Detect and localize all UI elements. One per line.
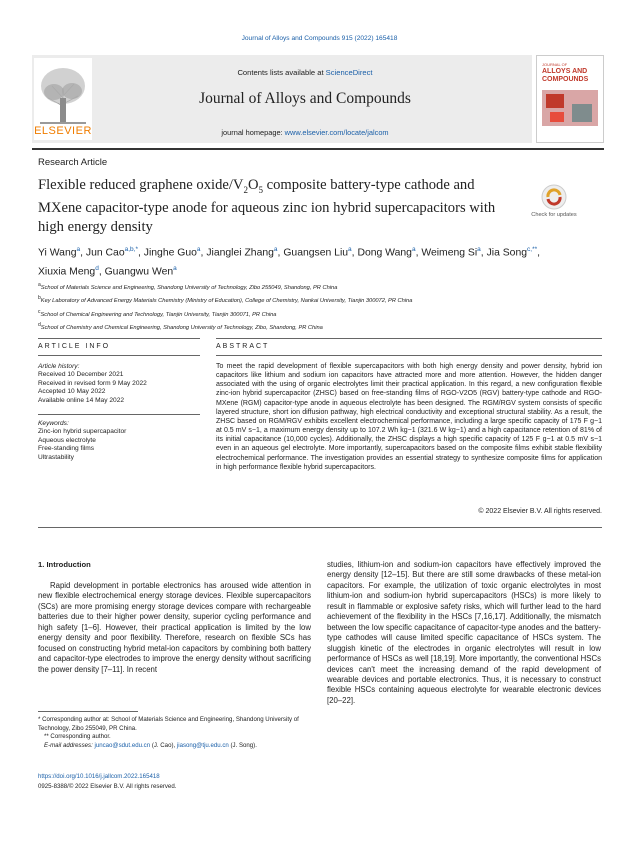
article-history xyxy=(38,363,198,405)
affiliation-marker: b xyxy=(38,295,41,302)
homepage-prefix: journal homepage: xyxy=(221,128,285,137)
affiliation-row xyxy=(38,280,598,293)
abstract-bottom-rule xyxy=(38,527,602,528)
abstract-copyright: © 2022 Elsevier B.V. All rights reserved. xyxy=(478,508,602,515)
intro-left-column: Rapid development in portable electronics has aroused wide attention in new flexible electrochemical energy storage devices. Flexible supercapacitors (SCs) are more promising energy storage devices compare with rechargeable batteries due to their higher power density, superior cycling performance and high safety [1–6]. However, their practical application is limited by the low energy density and poor flexibility. Therefore, research on flexible SCs has focused on constructing hybrid metal-ion capacitors by combining both battery and capacitor-type electrodes to improve the energy density without sacrificing the power density [7–11]. In recent xyxy=(38,581,311,674)
author-affiliation-marker[interactable]: d xyxy=(95,265,99,273)
author-affiliation-marker[interactable]: c,** xyxy=(527,246,538,253)
author-name[interactable]: Yi Wang xyxy=(38,247,77,259)
author-affiliation-marker[interactable]: a xyxy=(196,246,201,253)
author-affiliation-marker[interactable]: a xyxy=(76,246,81,253)
email-label: E-mail addresses: xyxy=(44,741,95,749)
cover-title-line3: COMPOUNDS xyxy=(542,76,589,83)
check-updates-icon xyxy=(536,182,572,212)
history-label: Article history: xyxy=(38,363,80,370)
history-revised: Received in revised form 9 May 2022 xyxy=(38,379,147,387)
cover-title-line1: JOURNAL OF xyxy=(542,62,568,67)
journal-homepage xyxy=(95,128,515,137)
author-affiliation-marker[interactable]: a xyxy=(173,265,177,273)
affiliation-text: Key Laboratory of Advanced Energy Materials Chemistry (Ministry of Education), College of Chemistry, Nankai University, Tianjin 300072, PR China xyxy=(40,298,413,305)
title-subscript-2: 5 xyxy=(258,184,263,195)
homepage-link[interactable]: www.elsevier.com/locate/jalcom xyxy=(284,128,389,137)
affiliation-marker: d xyxy=(38,322,41,329)
affiliation-row xyxy=(38,293,598,306)
footnote-corresponding-1: * Corresponding author at: School of Materials Science and Engineering, Shandong University of Technology, Zibo 255049, PR China. xyxy=(38,716,299,732)
title-part-1: Flexible reduced graphene oxide/V xyxy=(38,177,244,193)
cover-title-line2: ALLOYS AND xyxy=(542,68,588,75)
footnote-rule xyxy=(38,711,138,712)
history-online: Available online 14 May 2022 xyxy=(38,396,125,404)
issn-line: 0925-8388/© 2022 Elsevier B.V. All rights reserved. xyxy=(38,783,177,790)
history-received: Received 10 December 2021 xyxy=(38,371,124,379)
affiliation-row xyxy=(38,307,598,320)
keywords xyxy=(38,420,198,462)
footnote-corresponding-2: ** Corresponding author. xyxy=(44,733,111,741)
journal-citation[interactable]: Journal of Alloys and Compounds 915 (2022) 165418 xyxy=(241,35,398,42)
abstract-text: To meet the rapid development of flexible supercapacitors with both high energy density and power density, hybrid ion capacitors like lithium and sodium ion capacitors have attracted more and more attention. However, the hidden danger associated with the using of organic electrolytes limit their practical application. In this regard, a new configuration flexible zinc-ion hybrid supercapacitor (ZHSC) based on free-standing films of RGO-V2O5 (RGV) battery-type cathode and RGO-MXene (RGM) capacitor-type anode in aqueous electrolyte has been designed. The RGM/RGV system consists of specific layered structure, short ion diffusion pathway, high electrical conductivity and exceptional structural stability. As a result, the ZHSC based on RGM/RGV exhibits excellent electrochemical performance, including a large specific capacity of 175 F g−1 at 0.5 mV s−1, a maximum energy density up to 107.2 Wh kg−1 (321.6 W kg−1) and a high capacitance retention of 81% of its initial capacitance (10,000 cycles). Additionally, the ZHSC displays a high specific capacity of 125 F g−1 at 0.5 mV s−1 even in an aqueous gel electrolyte. More importantly, supercapacitors based on the composite films exhibit stable flexibility electrochemical performance. The investigation provides an essential strategy to synthesize composite films for application in high performance flexible hybrid supercapacitors. xyxy=(216,363,602,471)
keyword-item: Zinc-ion hybrid supercapacitor xyxy=(38,428,127,436)
affiliation-marker: c xyxy=(38,308,41,315)
check-for-updates-button[interactable] xyxy=(536,182,572,212)
author-name[interactable]: Guangsen Liu xyxy=(283,247,349,259)
affiliation-row xyxy=(38,320,598,333)
title-subscript-1: 2 xyxy=(243,184,248,195)
author-affiliation-marker[interactable]: a xyxy=(411,246,416,253)
author-affiliation-marker[interactable]: a xyxy=(348,246,352,253)
contents-available xyxy=(95,68,515,77)
author-affiliation-marker[interactable]: a xyxy=(477,246,481,253)
author-name[interactable]: Jun Cao xyxy=(85,247,125,259)
author-list: Yi Wang$^a$, Jun Cao$^{a,b,*}$, Jinghe Guo$^a$, Jianglei Zhang$^a$, Guangsen Liu$^a$, Dong Wang$^a$, Weimeng Si$^a$, Jia Song$^{c,**}$, Xiuxia Meng$^d$, Guangwu Wen$^a$ xyxy=(38,246,541,278)
author-name[interactable]: Guangwu Wen xyxy=(104,266,174,278)
affiliation-marker: a xyxy=(38,282,41,288)
footnotes xyxy=(38,716,318,750)
sciencedirect-link[interactable]: ScienceDirect xyxy=(325,68,373,77)
author-name[interactable]: Xiuxia Meng xyxy=(38,266,96,278)
header-rule xyxy=(32,148,604,150)
abstract-heading-rule xyxy=(216,355,602,356)
check-updates-label[interactable]: Check for updates xyxy=(531,212,577,218)
footnote-emails xyxy=(38,742,318,751)
affiliations xyxy=(38,280,598,334)
keyword-item: Aqueous electrolyte xyxy=(38,436,96,444)
author-affiliation-marker[interactable]: a,b,* xyxy=(124,246,138,253)
section-heading-introduction: 1. Introduction xyxy=(38,560,91,569)
history-accepted: Accepted 10 May 2022 xyxy=(38,388,106,396)
email-who-cao: (J. Cao), xyxy=(150,741,177,749)
author-name[interactable]: Jia Song xyxy=(486,247,528,259)
article-info-heading: ARTICLE INFO xyxy=(38,343,111,350)
author-name[interactable]: Jinghe Guo xyxy=(143,247,197,259)
elsevier-wordmark: ELSEVIER xyxy=(34,125,92,137)
keyword-item: Free-standing films xyxy=(38,445,95,453)
affiliation-text: School of Materials Science and Engineering, Shandong University of Technology, Zibo 255049, Shandong, PR China xyxy=(40,284,338,291)
info-top-rule xyxy=(38,338,200,339)
author-affiliation-marker[interactable]: a xyxy=(273,246,278,253)
title-part-3: composite battery-type cathode and MXene capacitor-type anode for aqueous zinc ion hybrid supercapacitors with high energy density xyxy=(38,177,496,235)
email-who-song: (J. Song). xyxy=(228,741,257,749)
journal-cover-image[interactable] xyxy=(536,55,604,143)
affiliation-text: School of Chemical Engineering and Technology, Tianjin University, Tianjin 300071, PR China xyxy=(40,311,277,318)
email-link-song[interactable]: jiasong@tju.edu.cn xyxy=(176,741,229,749)
journal-title: Journal of Alloys and Compounds xyxy=(199,90,411,107)
author-name[interactable]: Dong Wang xyxy=(357,247,412,259)
author-name[interactable]: Jianglei Zhang xyxy=(206,247,274,259)
article-title xyxy=(38,176,518,236)
info-heading-rule xyxy=(38,355,200,356)
intro-right-column: studies, lithium-ion and sodium-ion capacitors have effectively improved the energy density [12–15]. But there are still some drawbacks of these metal-ion capacitors. For example, the utilization of toxic organic electrolytes in most lithium-ion and sodium-ion hybrid supercapacitors (HSCs) is more likely to result in flammable or explosive safety risks, which will further lead to the hard achievement of the flexibility in the HSCs [7,16,17]. Additionally, the mismatch between the low specific capacitance of capacitor-type anodes and the battery-type cathodes will cause limited specific capacitance of HSCs system. The sluggish kinetic of the electrodes in organic electrolytes will result in low performance of HSCs as well [18,19]. More importantly, the conventional HSCs devices can't meet the increasing demand of the rapid development of wearable devices and portable electronics. Thus, it is necessary to construct flexible HSCs containing aqueous electrolyte for wearable electronic devices [20–22]. xyxy=(327,560,601,705)
keyword-item: Ultrastability xyxy=(38,453,74,461)
abstract-top-rule xyxy=(216,338,602,339)
article-type: Research Article xyxy=(38,157,108,168)
email-link-cao[interactable]: juncao@sdut.edu.cn xyxy=(94,741,151,749)
affiliation-text: School of Chemistry and Chemical Engineering, Shandong University of Technology, Zibo, Shandong, PR China xyxy=(40,325,323,332)
info-mid-rule xyxy=(38,414,200,415)
abstract-heading: ABSTRACT xyxy=(216,343,270,350)
contents-prefix: Contents lists available at xyxy=(237,68,326,77)
keywords-label: Keywords: xyxy=(38,420,69,427)
doi-link[interactable]: https://doi.org/10.1016/j.jallcom.2022.165418 xyxy=(38,773,160,780)
cover-art xyxy=(542,90,598,126)
author-name[interactable]: Weimeng Si xyxy=(421,247,478,259)
title-part-2: O xyxy=(247,177,259,193)
